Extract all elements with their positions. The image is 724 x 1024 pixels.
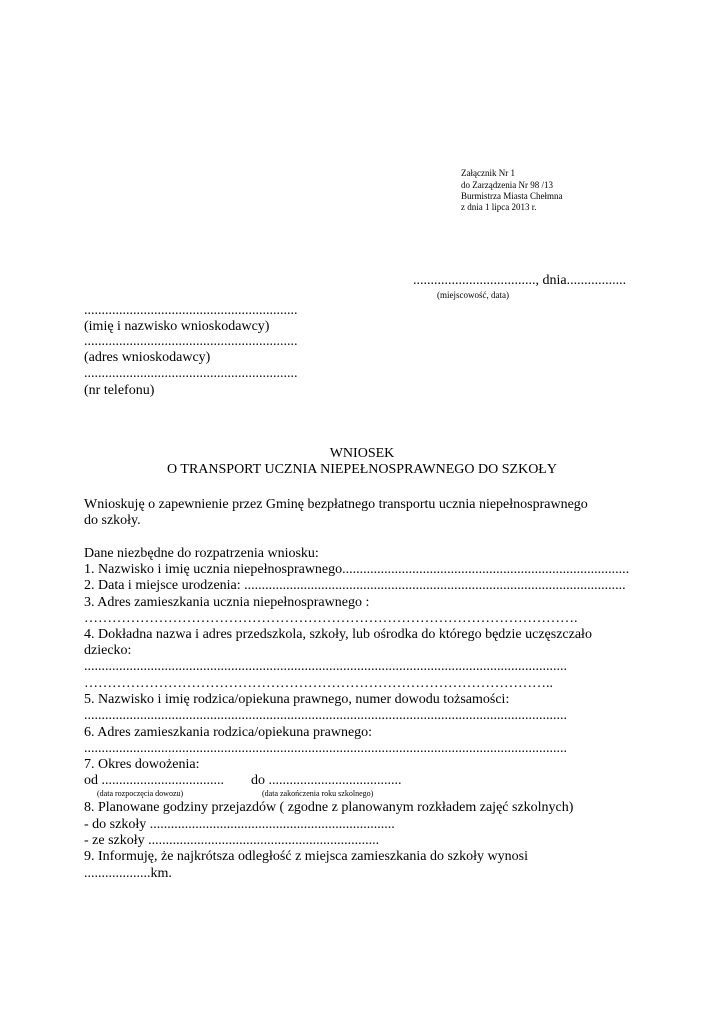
- field-distance-km: ...................km.: [84, 866, 172, 881]
- field-distance-label: 9. Informuję, że najkrótsza odległość z miejsca zamieszkania do szkoły wynosi: [84, 849, 528, 864]
- field-period-to-caption: (data zakończenia roku szkolnego): [262, 789, 374, 798]
- intro-line-2: do szkoły.: [84, 513, 141, 528]
- field-school-label-1: 4. Dokładna nazwa i adres przedszkola, szkoły, lub ośrodka do którego będzie uczęszczało: [84, 627, 592, 642]
- annex-line-1: Załącznik Nr 1: [461, 168, 515, 178]
- applicant-name-field: .............................................................: [84, 303, 298, 318]
- applicant-name-caption: (imię i nazwisko wnioskodawcy): [84, 319, 270, 334]
- annex-line-4: z dnia 1 lipca 2013 r.: [461, 202, 537, 212]
- field-period-from: od ...................................: [84, 773, 224, 788]
- annex-line-3: Burmistrza Miasta Chełmna: [461, 191, 563, 201]
- field-period-from-caption: (data rozpoczęcia dowozu): [97, 789, 184, 798]
- document-title: WNIOSEK: [329, 446, 395, 461]
- document-subtitle: O TRANSPORT UCZNIA NIEPEŁNOSPRAWNEGO DO SZKOŁY: [167, 462, 557, 477]
- field-student-address-label: 3. Adres zamieszkania ucznia niepełnosprawnego :: [84, 595, 370, 610]
- field-birth-date-place: 2. Data i miejsce urodzenia: .............................................................................................................: [84, 578, 626, 593]
- field-school-dots-2: ………………………………………………………………………………………..: [84, 676, 553, 691]
- field-parent-address-dots: ..........................................................................................................................................: [84, 741, 567, 756]
- intro-line-1: Wnioskuję o zapewnienie przez Gminę bezpłatnego transportu ucznia niepełnosprawnego: [84, 497, 588, 512]
- field-period-label: 7. Okres dowożenia:: [84, 757, 200, 772]
- applicant-phone-field: .............................................................: [84, 366, 298, 381]
- field-parent-label: 5. Nazwisko i imię rodzica/opiekuna prawnego, numer dowodu tożsamości:: [84, 692, 510, 707]
- field-schedule-to-school: - do szkoły ......................................................................: [84, 817, 395, 832]
- place-date-caption: (miejscowość, data): [437, 290, 509, 300]
- place-date-field: ..................................., dnia.................: [413, 273, 627, 288]
- field-student-address-dots: …………………………………………………………………………………………….: [84, 611, 578, 626]
- field-parent-address-label: 6. Adres zamieszkania rodzica/opiekuna prawnego:: [84, 725, 373, 740]
- field-school-dots-1: ..........................................................................................................................................: [84, 659, 567, 674]
- field-schedule-label: 8. Planowane godziny przejazdów ( zgodne z planowanym rozkładem zajęć szkolnych): [84, 800, 574, 815]
- field-student-name: 1. Nazwisko i imię ucznia niepełnosprawnego..................................................................................: [84, 562, 630, 577]
- fields-header: Dane niezbędne do rozpatrzenia wniosku:: [84, 546, 319, 561]
- annex-line-2: do Zarządzenia Nr 98 /13: [461, 180, 553, 190]
- applicant-address-field: .............................................................: [84, 334, 298, 349]
- field-parent-dots: ..........................................................................................................................................: [84, 708, 567, 723]
- applicant-address-caption: (adres wnioskodawcy): [84, 350, 211, 365]
- applicant-phone-caption: (nr telefonu): [84, 383, 155, 398]
- field-schedule-from-school: - ze szkoły ..................................................................: [84, 833, 380, 848]
- field-school-label-2: dziecko:: [84, 643, 132, 658]
- field-period-to: do ......................................: [251, 773, 402, 788]
